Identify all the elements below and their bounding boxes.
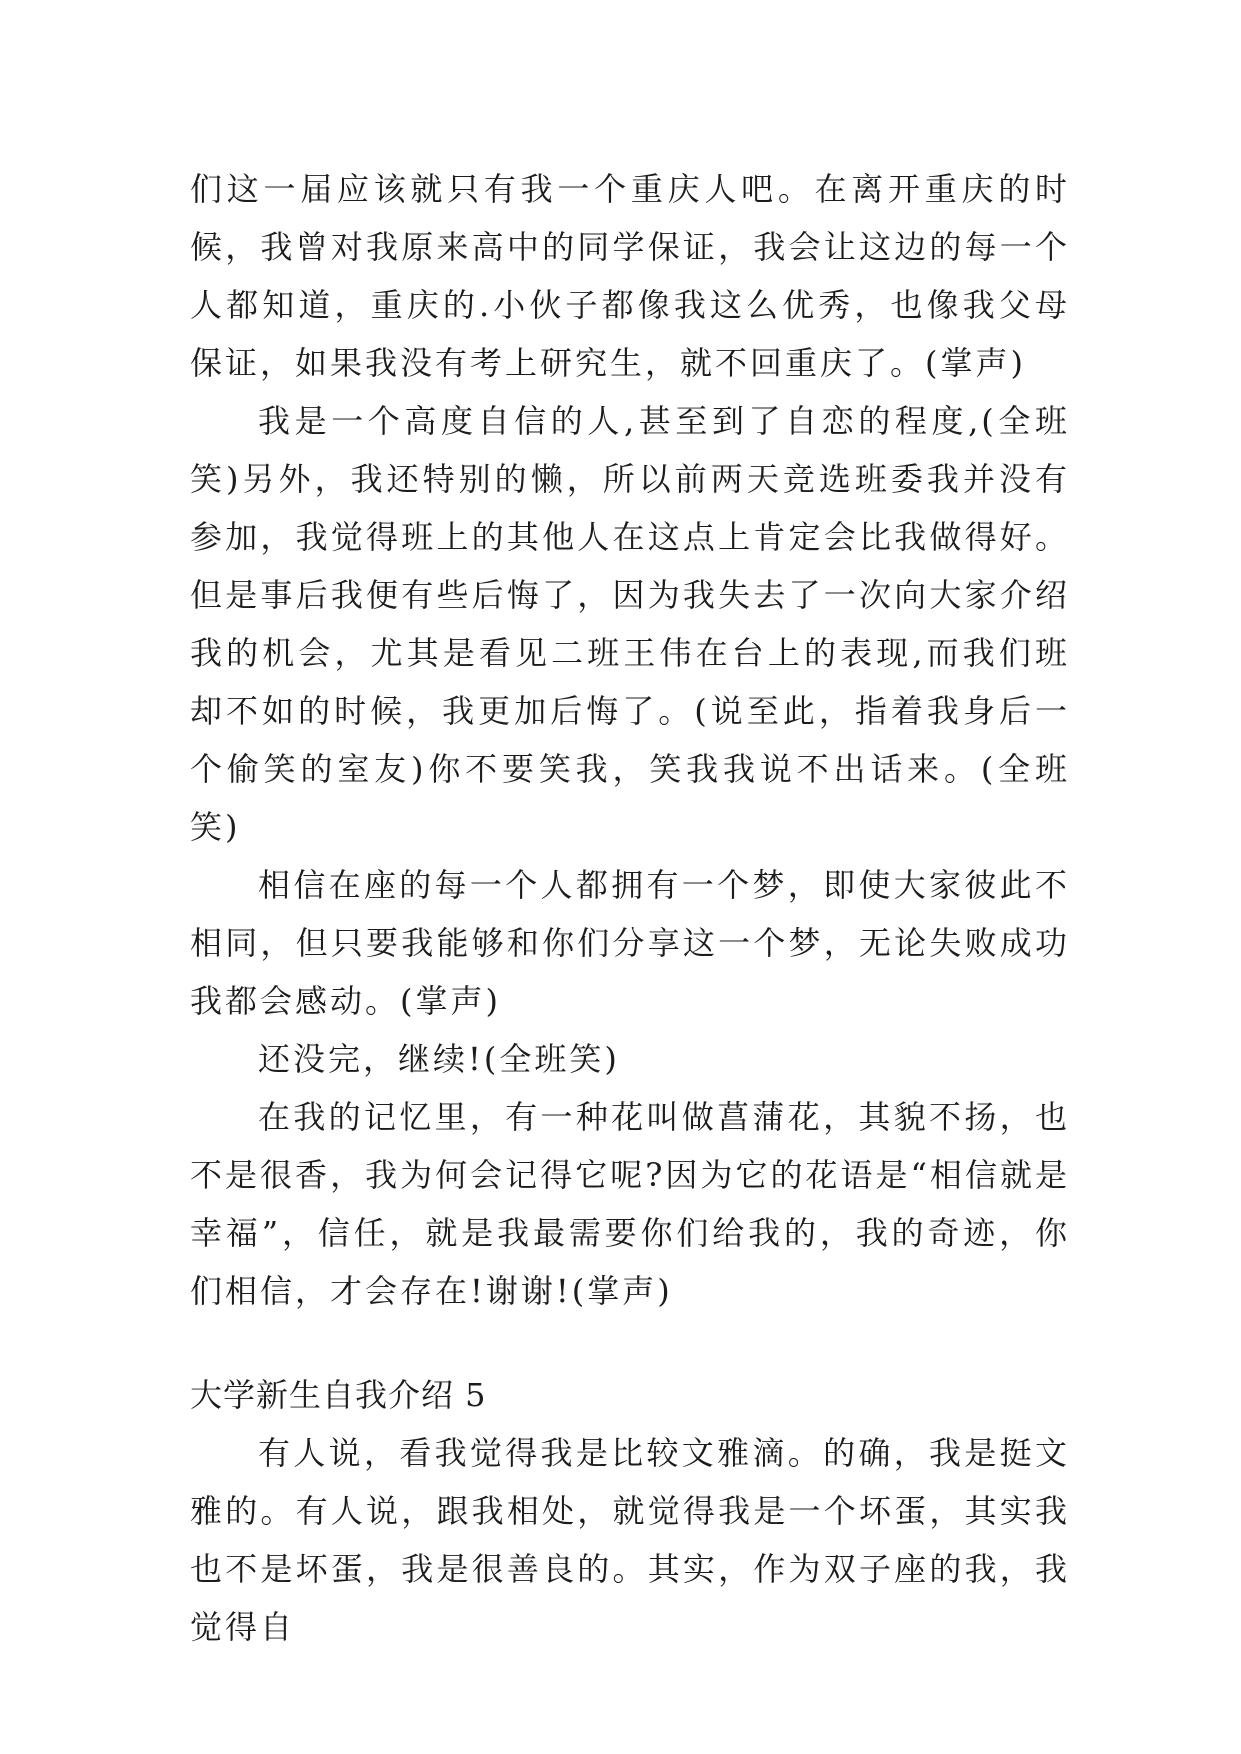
paragraph: 在我的记忆里，有一种花叫做菖蒲花，其貌不扬，也不是很香，我为何会记得它呢?因为它的花语是“相信就是幸福”，信任，就是我最需要你们给我的，我的奇迹，你们相信，才会存在!谢谢!(掌声) (190, 1098, 1070, 1310)
paragraph: 相信在座的每一个人都拥有一个梦，即使大家彼此不相同，但只要我能够和你们分享这一个梦，无论失败成功我都会感动。(掌声) (190, 866, 1070, 1020)
paragraph: 有人说，看我觉得我是比较文雅滴。的确，我是挺文雅的。有人说，跟我相处，就觉得我是一个坏蛋，其实我也不是坏蛋，我是很善良的。其实，作为双子座的我，我觉得自 (190, 1434, 1070, 1646)
document-body (190, 160, 1070, 1656)
section-heading: 大学新生自我介绍 5 (190, 1376, 487, 1414)
paragraph: 我是一个高度自信的人,甚至到了自恋的程度,(全班笑)另外，我还特别的懒，所以前两天竞选班委我并没有参加，我觉得班上的其他人在这点上肯定会比我做得好。但是事后我便有些后悔了，因为我失去了一次向大家介绍我的机会，尤其是看见二班王伟在台上的表现,而我们班却不如的时候，我更加后悔了。(说至此，指着我身后一个偷笑的室友)你不要笑我，笑我我说不出话来。(全班笑) (190, 402, 1070, 846)
paragraph: 们这一届应该就只有我一个重庆人吧。在离开重庆的时候，我曾对我原来高中的同学保证，我会让这边的每一个人都知道，重庆的.小伙子都像我这么优秀，也像我父母保证，如果我没有考上研究生，就不回重庆了。(掌声) (190, 170, 1070, 382)
paragraph: 还没完，继续!(全班笑) (258, 1040, 620, 1078)
